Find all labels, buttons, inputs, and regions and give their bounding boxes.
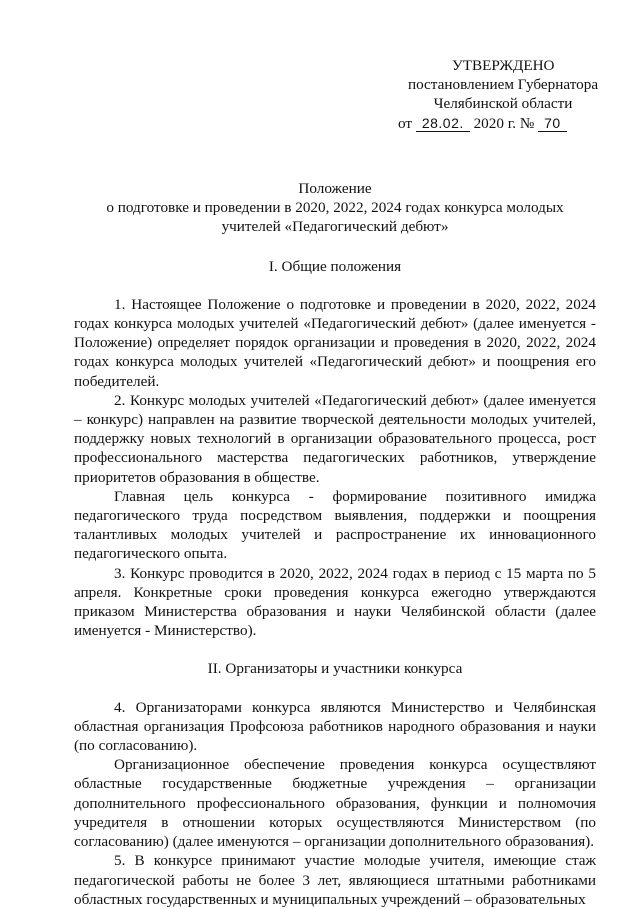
- paragraph-4-support: Организационное обеспечение проведения конкурса осуществляют областные государственные бюджетные учреждения – организации дополнительного профессионального образования, функции и полномочия учредителя в отношении которых осуществляются Министерством (по согласованию) (далее именуются – организации дополнительного образования).: [74, 756, 596, 851]
- section-heading-2: II. Организаторы и участники конкурса: [207, 660, 463, 678]
- title-line-3: учителей «Педагогический дебют»: [221, 218, 449, 236]
- date-suffix: 2020 г. №: [473, 114, 535, 132]
- approval-date-line: [398, 114, 608, 133]
- paragraph-3: 3. Конкурс проводится в 2020, 2022, 2024 годах в период с 15 марта по 5 апреля. Конкретные сроки проведения конкурса ежегодно утверждаются приказом Министерства образования и науки Челябинской области (далее именуется - Министерство).: [74, 564, 596, 640]
- approval-decree-line: постановлением Губернатора: [407, 76, 599, 94]
- paragraph-2: 2. Конкурс молодых учителей «Педагогический дебют» (далее именуется – конкурс) направлен на развитие творческой деятельности молодых учителей, поддержку новых технологий в организации образовательного процесса, рост профессионального мастерства педагогических работников, утверждение приоритетов образования в обществе.: [74, 391, 596, 486]
- title-line-2: о подготовке и проведении в 2020, 2022, 2024 годах конкурса молодых: [106, 199, 564, 217]
- date-value: 28.02.: [416, 115, 470, 132]
- paragraph-1: 1. Настоящее Положение о подготовке и проведении в 2020, 2022, 2024 годах конкурса молодых учителей «Педагогический дебют» (далее именуется - Положение) определяет порядок организации и проведения в 2020, 2022, 2024 годах конкурса молодых учителей «Педагогический дебют» и поощрения его победителей.: [74, 295, 596, 390]
- approval-block: [398, 56, 608, 133]
- approval-heading: УТВЕРЖДЕНО: [452, 57, 555, 74]
- decree-number: 70: [538, 115, 567, 132]
- paragraph-4: 4. Организаторами конкурса являются Министерство и Челябинская областная организация Профсоюза работников народного образования и науки (по согласованию).: [74, 698, 596, 755]
- paragraph-2-goal: Главная цель конкурса - формирование позитивного имиджа педагогического труда посредством выявления, поддержки и поощрения талантливых молодых учителей и распространение их инновационного педагогического опыта.: [74, 487, 596, 563]
- approval-region-line: Челябинской области: [433, 95, 573, 113]
- title-line-1: Положение: [298, 180, 372, 197]
- section-heading-1: I. Общие положения: [268, 257, 402, 275]
- document-title: [74, 179, 596, 237]
- document-body: [74, 179, 596, 909]
- paragraph-5: 5. В конкурсе принимают участие молодые учителя, имеющие стаж педагогической работы не более 3 лет, являющиеся штатными работниками областных государственных и муниципальных учреждений – образовательных: [74, 852, 596, 908]
- date-prefix: от: [398, 114, 413, 132]
